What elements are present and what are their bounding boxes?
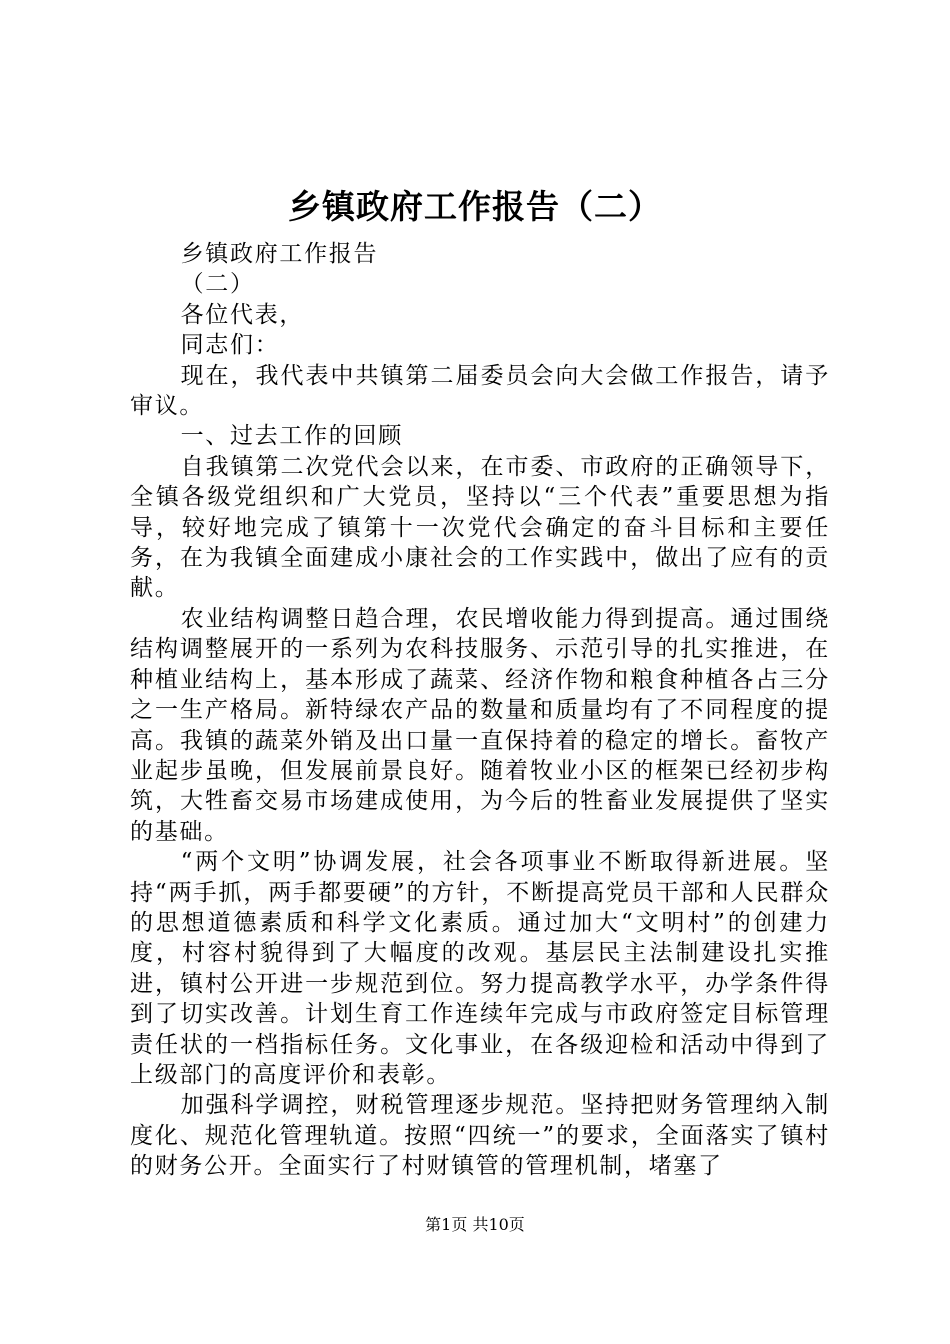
document-title: 乡镇政府工作报告（二） (288, 187, 662, 226)
paragraph-salutation-delegates: 各位代表， (180, 301, 305, 328)
paragraph-civilization: “两个文明”协调发展，社会各项事业不断取得新进展。坚持“两手抓，两手都要硬”的方针，不断提高党员干部和人民群众的思想道德素质和科学文化素质。通过加大“文明村”的创建力度，村容村貌得到了大幅度的改观。基层民主法制建设扎实推进，镇村公开进一步规范到位。努力提高教学水平，办学条件得到了切实改善。计划生育工作连续年完成与市政府签定目标管理责任状的一档指标任务。文化事业，在各级迎检和活动中得到了上级部门的高度评价和表彰。 (130, 849, 830, 1088)
paragraph-report-name: 乡镇政府工作报告 (180, 241, 379, 267)
paragraph-finance: 加强科学调控，财税管理逐步规范。坚持把财务管理纳入制度化、规范化管理轨道。按照“四统一”的要求，全面落实了镇村的财务公开。全面实行了村财镇管的管理机制，堵塞了 (130, 1092, 830, 1180)
paragraph-intro: 现在，我代表中共镇第二届委员会向大会做工作报告，请予审议。 (130, 362, 830, 420)
section-heading-review: 一、过去工作的回顾 (180, 423, 403, 450)
page-number-footer: 第1页 共10页 (425, 1215, 525, 1234)
paragraph-overview: 自我镇第二次党代会以来，在市委、市政府的正确领导下，全镇各级党组织和广大党员，坚持以“三个代表”重要思想为指导，较好地完成了镇第十一次党代会确定的奋斗目标和主要任务，在为我镇全面建成小康社会的工作实践中，做出了应有的贡献。 (130, 453, 830, 602)
paragraph-report-part: （二） (180, 271, 255, 298)
paragraph-salutation-comrades: 同志们： (180, 332, 280, 359)
paragraph-agriculture: 农业结构调整日趋合理，农民增收能力得到提高。通过围绕结构调整展开的一系列为农科技服务、示范引导的扎实推进，在种植业结构上，基本形成了蔬菜、经济作物和粮食种植各占三分之一生产格局。新特绿农产品的数量和质量均有了不同程度的提高。我镇的蔬菜外销及出口量一直保持着的稳定的增长。畜牧产业起步虽晚，但发展前景良好。随着牧业小区的框架已经初步构筑，大牲畜交易市场建成使用，为今后的牲畜业发展提供了坚实的基础。 (130, 605, 830, 845)
document-body (130, 239, 830, 1182)
